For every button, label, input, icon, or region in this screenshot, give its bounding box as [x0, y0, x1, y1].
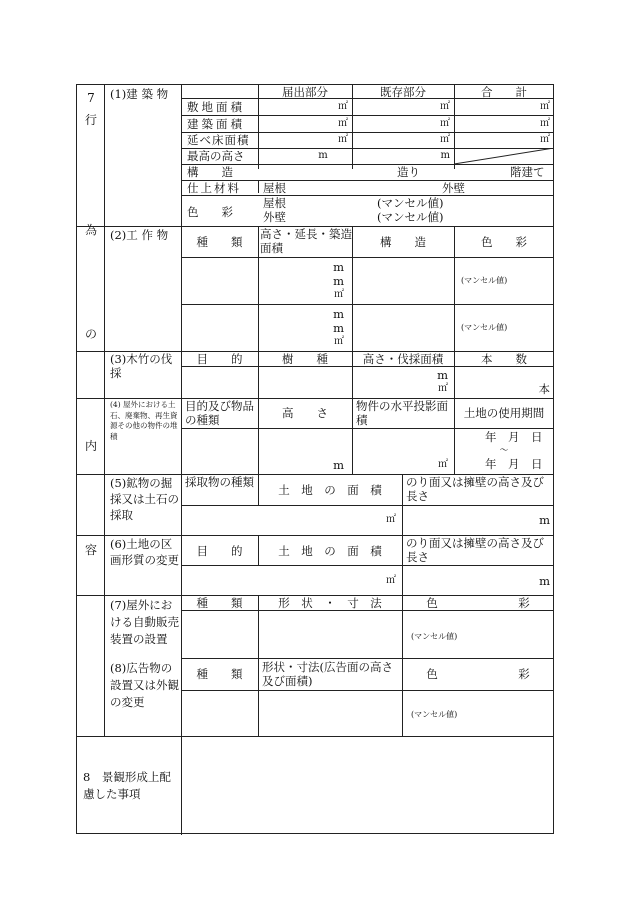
color-wall: 外壁	[263, 210, 286, 224]
unit: m	[333, 458, 344, 472]
section7-char: 行	[84, 113, 97, 127]
grid-line	[402, 595, 403, 736]
color-roof-munsell: (マンセル値)	[377, 196, 444, 210]
grid-line	[258, 181, 259, 193]
unit: ㎡	[540, 101, 550, 112]
header-purpose-goods: 目的及び物品の種類	[185, 399, 254, 427]
header-count: 本 数	[481, 352, 527, 366]
unit: m	[333, 274, 344, 288]
row-label-floor-area: 延べ床面積	[187, 133, 250, 147]
application-form-table	[76, 84, 554, 834]
section7-char: 容	[84, 543, 97, 557]
grid-line	[181, 304, 554, 305]
grid-line	[181, 366, 554, 367]
outdoor-storage-label: (4) 屋外における土石、廃棄物、再生資源その他の物件の堆積	[110, 400, 178, 441]
header-signage-kind: 種 類	[196, 667, 243, 681]
color-wall-munsell: (マンセル値)	[377, 210, 444, 224]
date-from: 年 月 日	[485, 430, 543, 444]
structure-suffix-floors: 階建て	[510, 165, 545, 179]
header-total: 合 計	[481, 85, 527, 99]
header-species: 樹 種	[282, 352, 328, 366]
unit: m	[437, 368, 448, 382]
unit: m	[333, 321, 344, 335]
header-structure: 構 造	[380, 235, 426, 249]
row-label-building-area: 建築面積	[187, 117, 245, 131]
row-label-color: 色 彩	[187, 205, 233, 219]
unit: ㎡	[440, 134, 450, 145]
bamboo-label: (3)木竹の伐採	[110, 352, 173, 380]
header-land-purpose: 目 的	[196, 544, 243, 558]
header-reported: 届出部分	[282, 85, 328, 99]
unit: m	[333, 260, 344, 274]
date-tilde: 〜	[499, 446, 509, 456]
section8-label: 8 景観形成上配慮した事項	[83, 770, 171, 801]
section7-char: の	[84, 327, 97, 341]
grid-line	[181, 195, 554, 196]
header-storage-height: 高 さ	[282, 406, 328, 420]
header-kind: 種 類	[196, 235, 243, 249]
grid-line	[181, 428, 554, 429]
unit: ㎡	[386, 514, 396, 525]
header-projected-area: 物件の水平投影面積	[356, 399, 448, 427]
unit: ㎡	[386, 575, 396, 586]
unit: ㎡	[338, 134, 348, 145]
header-felling-height: 高さ・伐採面積	[362, 352, 444, 366]
grid-line	[181, 85, 182, 835]
munsell-value: (マンセル値)	[461, 323, 508, 332]
grid-line	[181, 257, 554, 258]
row-label-finish: 仕上材料	[187, 181, 241, 195]
header-slope: のり面又は擁壁の高さ及び長さ	[406, 475, 544, 503]
structure-suffix-zukuri: 造り	[397, 165, 420, 179]
unit: m	[333, 307, 344, 321]
header-signage-shape: 形状・寸法(広告面の高さ及び面積)	[262, 660, 393, 688]
grid-line	[181, 505, 554, 506]
header-slope: のり面又は擁壁の高さ及び長さ	[406, 536, 544, 564]
land-change-label: (6)土地の区画形質の変更	[110, 537, 179, 567]
header-land-area: 土 地 の 面 積	[278, 483, 382, 497]
grid-line	[181, 115, 554, 116]
mining-label: (5)鉱物の掘採又は土石の採取	[110, 476, 179, 522]
header-vending-color: 色 彩	[426, 596, 530, 610]
structures-label: (2)工 作 物	[110, 228, 169, 242]
grid-line	[77, 398, 554, 399]
header-extracted-kind: 採取物の種類	[185, 475, 254, 489]
munsell-value: (マンセル値)	[461, 276, 508, 285]
unit: m	[539, 574, 550, 588]
grid-line	[181, 565, 554, 566]
munsell-value: (マンセル値)	[411, 710, 458, 719]
signage-label: (8)広告物の設置又は外観の変更	[110, 661, 179, 709]
header-land-area: 土 地 の 面 積	[278, 544, 382, 558]
header-purpose: 目 的	[196, 352, 243, 366]
finish-roof: 屋根	[263, 181, 286, 195]
unit: ㎡	[438, 459, 448, 470]
row-label-max-height: 最高の高さ	[187, 149, 245, 163]
header-color: 色 彩	[481, 235, 527, 249]
unit: m	[318, 150, 328, 161]
vending-label: (7)屋外における自動販売装置の設置	[110, 598, 179, 646]
date-to: 年 月 日	[485, 457, 543, 471]
unit: ㎡	[440, 101, 450, 112]
unit: ㎡	[440, 118, 450, 129]
row-label-structure: 構 造	[187, 165, 233, 179]
header-vending-kind: 種 類	[196, 596, 243, 610]
diagonal-slash	[454, 148, 554, 164]
unit: ㎡	[334, 336, 344, 347]
section7-char: 為	[84, 223, 97, 237]
header-usage-period: 土地の使用期間	[463, 406, 545, 420]
section7-char: 7	[87, 91, 95, 105]
header-vending-shape: 形 状 ・ 寸 法	[278, 596, 382, 610]
finish-wall: 外壁	[442, 181, 465, 195]
header-signage-color: 色 彩	[426, 667, 530, 681]
grid-line	[181, 658, 554, 659]
grid-line	[77, 736, 554, 737]
buildings-label: (1)建 築 物	[110, 87, 169, 101]
unit: m	[539, 513, 550, 527]
unit: ㎡	[540, 118, 550, 129]
header-existing: 既存部分	[380, 85, 426, 99]
unit: ㎡	[540, 134, 550, 145]
unit: ㎡	[338, 101, 348, 112]
munsell-value: (マンセル値)	[411, 632, 458, 641]
section7-char: 内	[84, 439, 97, 453]
unit: m	[440, 150, 450, 161]
unit: ㎡	[438, 383, 448, 394]
grid-line	[104, 85, 105, 736]
unit: 本	[538, 382, 550, 396]
row-label-site-area: 敷地面積	[187, 100, 245, 114]
color-roof: 屋根	[263, 196, 286, 210]
grid-line	[181, 610, 554, 611]
grid-line	[258, 595, 259, 736]
grid-line	[181, 690, 554, 691]
header-height-extension: 高さ・延長・築造面積	[260, 227, 352, 255]
unit: ㎡	[334, 289, 344, 300]
unit: ㎡	[338, 118, 348, 129]
